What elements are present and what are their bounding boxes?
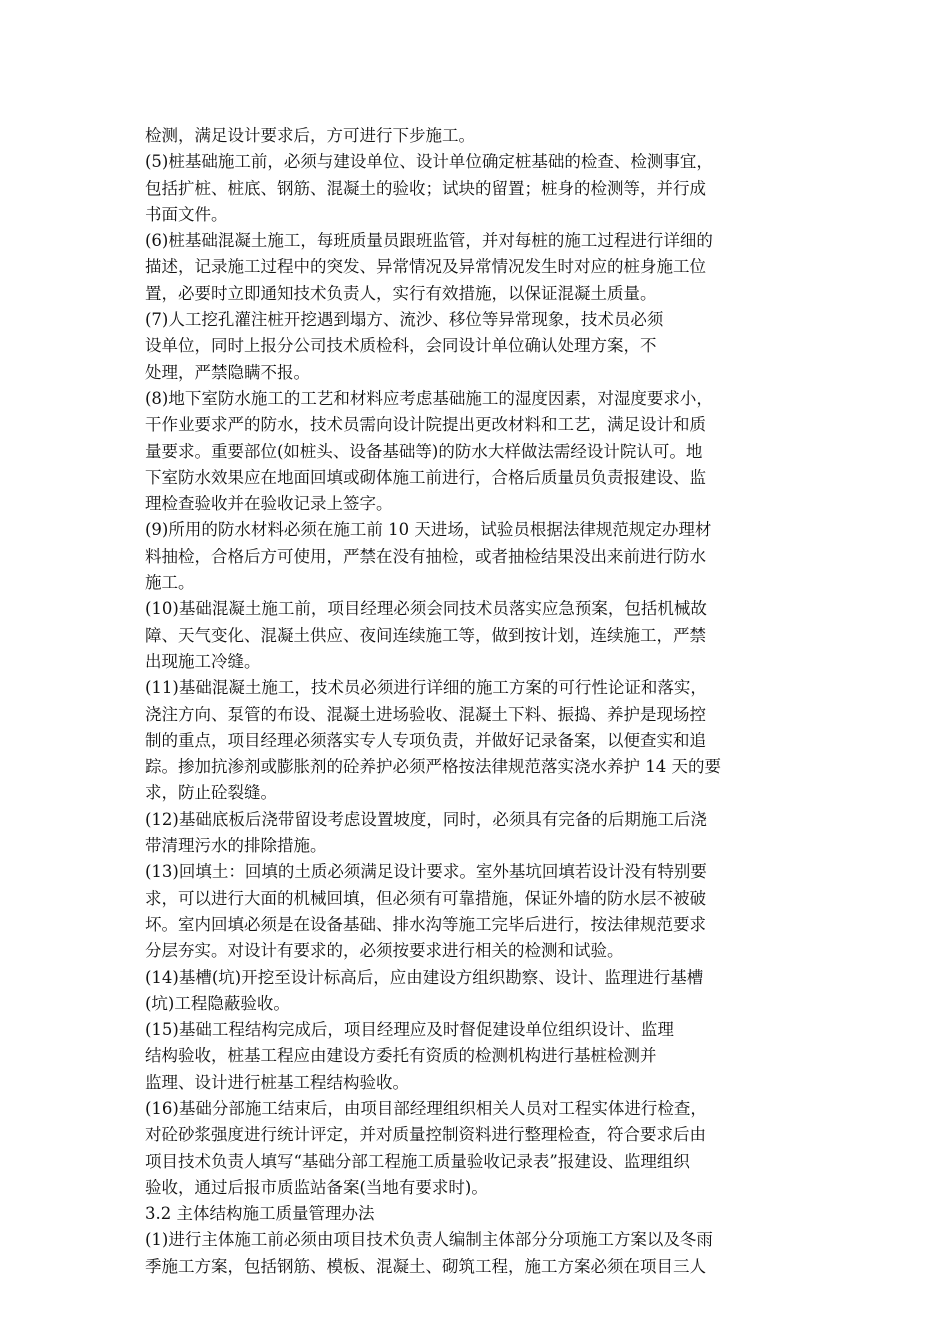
text-line: 求，防止砼裂缝。 [145, 783, 277, 803]
text-line: 描述，记录施工过程中的突发、异常情况及异常情况发生时对应的桩身施工位 [145, 257, 706, 277]
text-line: (坑)工程隐蔽验收。 [145, 993, 290, 1013]
text-line: 理检查验收并在验收记录上签字。 [145, 494, 393, 514]
text-line: 监理、设计进行桩基工程结构验收。 [145, 1072, 409, 1092]
text-line: 坏。室内回填必须是在设备基础、排水沟等施工完毕后进行，按法律规范要求 [145, 914, 706, 934]
text-line: 置，必要时立即通知技术负责人，实行有效措施，以保证混凝土质量。 [145, 283, 657, 303]
text-line: (14)基槽(坑)开挖至设计标高后，应由建设方组织勘察、设计、监理进行基槽 [145, 967, 704, 987]
text-line: 季施工方案，包括钢筋、模板、混凝土、砌筑工程，施工方案必须在项目三人 [145, 1256, 706, 1276]
text-line: 施工。 [145, 573, 195, 593]
text-line: 障、天气变化、混凝土供应、夜间连续施工等，做到按计划，连续施工，严禁 [145, 625, 706, 645]
text-line: (7)人工挖孔灌注桩开挖遇到塌方、流沙、移位等异常现象，技术员必须 [145, 310, 664, 330]
text-line: (9)所用的防水材料必须在施工前 10 天进场，试验员根据法律规范规定办理材 [145, 520, 712, 540]
text-line: 下室防水效果应在地面回填或砌体施工前进行，合格后质量员负责报建设、监 [145, 467, 706, 487]
text-line: (12)基础底板后浇带留设考虑设置坡度，同时，必须具有完备的后期施工后浇 [145, 809, 707, 829]
text-line: (8)地下室防水施工的工艺和材料应考虑基础施工的湿度因素，对湿度要求小， [145, 388, 713, 408]
text-line: 书面文件。 [145, 204, 228, 224]
text-line: (1)进行主体施工前必须由项目技术负责人编制主体部分分项施工方案以及冬雨 [145, 1230, 713, 1250]
text-line: 检测，满足设计要求后，方可进行下步施工。 [145, 126, 475, 145]
text-line: 对砼砂浆强度进行统计评定，并对质量控制资料进行整理检查，符合要求后由 [145, 1125, 706, 1145]
text-line: 结构验收，桩基工程应由建设方委托有资质的检测机构进行基桩检测并 [145, 1046, 657, 1066]
text-line: 量要求。重要部位(如桩头、设备基础等)的防水大样做法需经设计院认可。地 [145, 441, 703, 461]
section-heading: 3.2 主体结构施工质量管理办法 [145, 1204, 375, 1224]
text-line: 分层夯实。对设计有要求的，必须按要求进行相关的检测和试验。 [145, 941, 624, 961]
text-line: (6)桩基础混凝土施工，每班质量员跟班监管，并对每桩的施工过程进行详细的 [145, 231, 713, 251]
document-body [145, 123, 810, 1280]
text-line: 求，可以进行大面的机械回填，但必须有可靠措施，保证外墙的防水层不被破 [145, 888, 706, 908]
text-line: 出现施工冷缝。 [145, 651, 261, 671]
text-line: (13)回填土：回填的土质必须满足设计要求。室外基坑回填若设计没有特别要 [145, 862, 707, 882]
text-line: 带清理污水的排除措施。 [145, 836, 327, 856]
text-line: 验收，通过后报市质监站备案(当地有要求时)。 [145, 1177, 488, 1197]
text-line: 制的重点，项目经理必须落实专人专项负责，并做好记录备案，以便查实和追 [145, 730, 706, 750]
text-line: (5)桩基础施工前，必须与建设单位、设计单位确定桩基础的检查、检测事宜， [145, 152, 713, 172]
text-line: (10)基础混凝土施工前，项目经理必须会同技术员落实应急预案，包括机械故 [145, 599, 707, 619]
text-line: (11)基础混凝土施工，技术员必须进行详细的施工方案的可行性论证和落实， [145, 678, 707, 698]
text-line: 踪。掺加抗渗剂或膨胀剂的砼养护必须严格按法律规范落实浇水养护 14 天的要 [145, 757, 721, 777]
text-line: 料抽检，合格后方可使用，严禁在没有抽检，或者抽检结果没出来前进行防水 [145, 546, 706, 566]
text-line: 设单位，同时上报分公司技术质检科，会同设计单位确认处理方案，不 [145, 336, 657, 356]
text-line: 项目技术负责人填写“基础分部工程施工质量验收记录表”报建设、监理组织 [145, 1151, 690, 1171]
text-line: 浇注方向、泵管的布设、混凝土进场验收、混凝土下料、振捣、养护是现场控 [145, 704, 706, 724]
text-line: 干作业要求严的防水，技术员需向设计院提出更改材料和工艺，满足设计和质 [145, 415, 706, 435]
text-line: 包括扩桩、桩底、钢筋、混凝土的验收；试块的留置；桩身的检测等，并行成 [145, 178, 706, 198]
text-line: (16)基础分部施工结束后，由项目部经理组织相关人员对工程实体进行检查， [145, 1098, 707, 1118]
text-line: 处理，严禁隐瞒不报。 [145, 362, 310, 382]
text-line: (15)基础工程结构完成后，项目经理应及时督促建设单位组织设计、监理 [145, 1020, 674, 1040]
